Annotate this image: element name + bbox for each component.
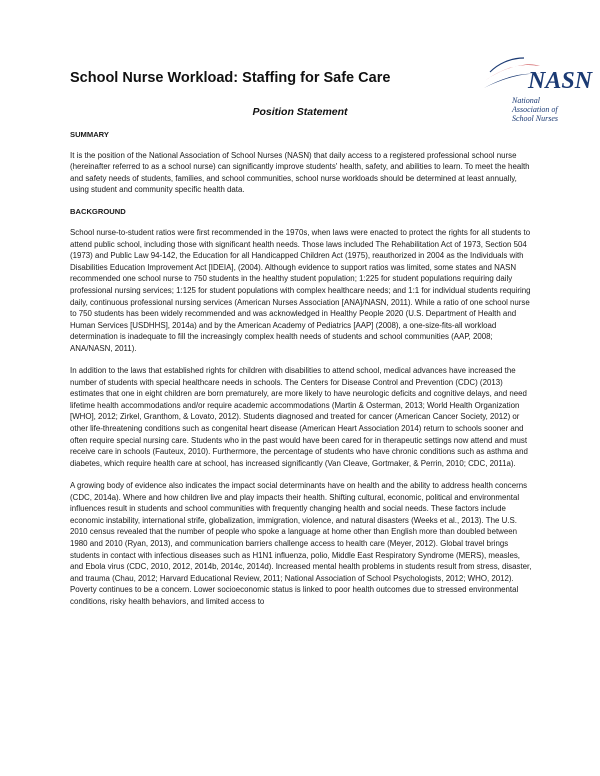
background-paragraph: A growing body of evidence also indicates the impact social determinants have on health and the ability to address health concerns (CDC, 2014a). Where and how children live and play impacts their health. Shifting cultural, economic, political and environmental influences result in students and school communities with frequently changing health and social needs. These factors include economic instability, international strife, globalization, immigration, violence, and natural disasters (Weeks et al., 2013). The U.S. 2010 census revealed that the number of people who spoke a language at home other than English more than doubled between 1980 and 2010 (Ryan, 2013), and communication barriers challenge access to health care (Meyer, 2012). Global travel brings students in contact with infectious diseases such as H1N1 influenza, polio, Middle East Respiratory Syndrome (MERS), measles, and Ebola virus (CDC, 2010, 2012, 2014b, 2014c, 2014d). Increased mental health problems in students result from stress, disaster, and trauma (Chau, 2012; Harvard Educational Review, 2011; National Association of School Psychologists, 2012; WHO, 2012). Poverty continues to be a concern. Lower socioeconomic status is linked to poor health outcomes due to stressed environmental conditions, risky health behaviors, and limited access to (70, 480, 532, 606)
background-paragraph: School nurse-to-student ratios were first recommended in the 1970s, when laws were enacted to protect the rights for all students to attend public school, including those with significant health needs. Those laws included The Rehabilitation Act of 1973, Section 504 (1973) and Public Law 94-142, the Education for all Handicapped Children Act (1975), reauthorized in 2004 as the Individuals with Disabilities Education Improvement Act [IDEIA], (2004). Although evidence to support ratios was limited, some states and NASN recommended one school nurse to 750 students in the healthy student population; 1:225 for student populations requiring daily professional nursing services; 1:125 for student populations with complex healthcare needs; and 1:1 for individual students requiring daily, continuous professional nursing services (American Nurses Association [ANA]/NASN, 2011). While a ratio of one school nurse to 750 students has been widely recommended and was acknowledged in Healthy People 2020 (U.S. Department of Health and Human Services [USDHHS], 2014a) and by the American Academy of Pediatrics [AAP] (2008), a one-size-fits-all workload determination is inadequate to fill the increasingly complex health needs of students and school communities (AAP, 2008; ANA/NASN, 2011). (70, 228, 531, 353)
logo-line: Association of (512, 105, 558, 114)
summary-paragraph: It is the position of the National Association of School Nurses (NASN) that daily access to a registered professional school nurse (hereinafter referred to as a school nurse) can significantly improve students' health, safety, and abilities to learn. To meet the health and safety needs of students, families, and school communities, school nurse workloads should be determined at least annually, using student and community specific health data. (70, 150, 530, 195)
nasn-logo-mark (480, 50, 600, 100)
summary-heading: SUMMARY (70, 130, 109, 139)
logo-wordmark: NASN (528, 68, 593, 94)
document-body (70, 129, 532, 618)
nasn-logo (480, 50, 600, 140)
document-subtitle: Position Statement (252, 106, 348, 118)
background-heading: BACKGROUND (70, 207, 126, 217)
logo-line: National (512, 96, 541, 105)
logo-line: School Nurses (512, 114, 558, 123)
logo-swoosh-line (490, 58, 524, 72)
background-paragraph: In addition to the laws that established rights for children with disabilities to attend school, medical advances have increased the number of students with special healthcare needs in schools. The Centers for Disease Control and Prevention (CDC) (2013) estimates that one in eight children are born prematurely, are more likely to have neurologic deficits and cognitive delays, and need lifetime health accommodations and/or require academic accommodations (Martin & Osterman, 2013; World Health Organization [WHO], 2012; Zirkel, Granthom, & Lovato, 2012). Students diagnosed and treated for cancer (American Cancer Society, 2012) or other life-threatening conditions such as congenital heart disease (American Heart Association 2014) return to schools sooner and often require special nursing care. Students who in the past would have been cared for in therapeutic settings now attend and must receive care in schools (Fauteux, 2010). Furthermore, the percentage of students who have chronic conditions such as asthma and diabetes, which require health care at school, has increased significantly (Van Cleave, Gortmaker, & Perrin, 2010; CDC, 2011a). (70, 366, 528, 468)
document-title: School Nurse Workload: Staffing for Safe Care (70, 70, 391, 86)
